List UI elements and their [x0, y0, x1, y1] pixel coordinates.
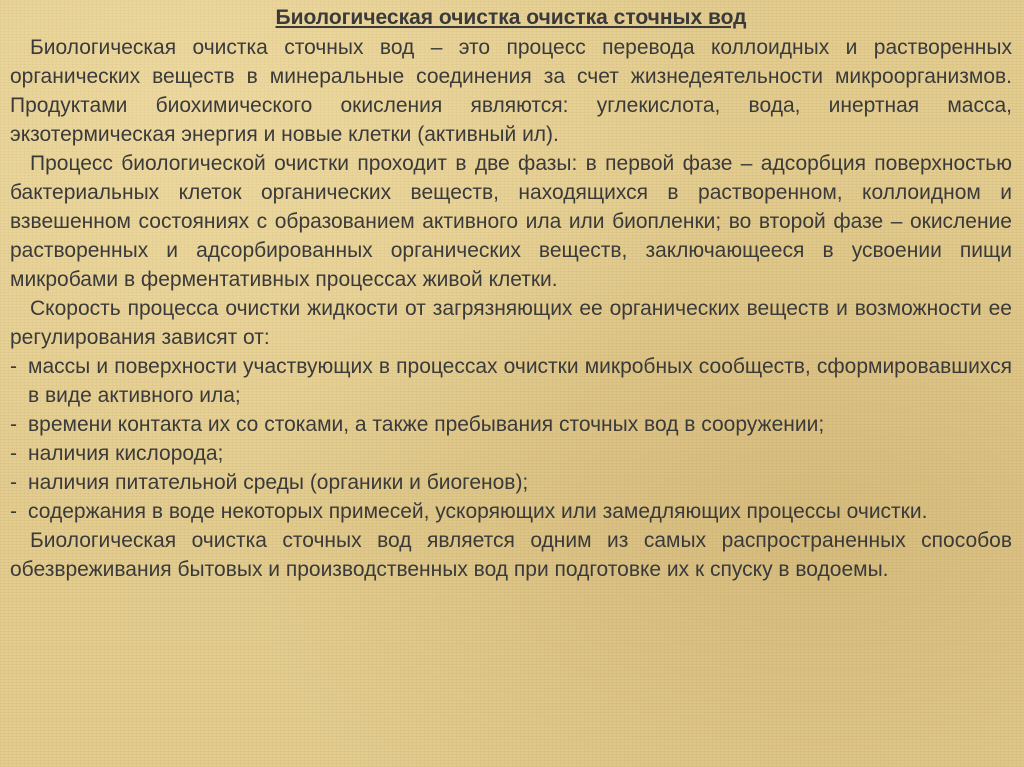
list-item-text: наличия питательной среды (органики и биогенов);: [28, 471, 529, 494]
list-item-text: наличия кислорода;: [28, 442, 224, 465]
paragraph-definition: Биологическая очистка сточных вод – это процесс перевода коллоидных и растворенных органических веществ в минеральные соединения за счет жизнедеятельности микроорганизмов. Продуктами биохимического окисления являются: углекислота, вода, инертная масса, экзотермическая энергия и новые клетки (активный ил).: [10, 36, 1012, 146]
paragraph-factors-intro: Скорость процесса очистки жидкости от загрязняющих ее органических веществ и возможности ее регулирования зависят от:: [10, 297, 1012, 349]
list-item-text: содержания в воде некоторых примесей, ускоряющих или замедляющих процессы очистки.: [28, 500, 928, 523]
list-dash: -: [10, 442, 17, 465]
list-item: [10, 439, 1012, 468]
list-item: [10, 497, 1012, 526]
list-dash: -: [10, 471, 17, 494]
slide-title: Биологическая очистка очистка сточных вод: [275, 6, 747, 29]
list-dash: -: [10, 413, 17, 436]
paragraph-conclusion: Биологическая очистка сточных вод является одним из самых распространенных способов обезвреживания бытовых и производственных вод при подготовке их к спуску в водоемы.: [10, 529, 1012, 581]
list-dash: -: [10, 355, 17, 378]
paragraph-phases: Процесс биологической очистки проходит в две фазы: в первой фазе – адсорбция поверхностью бактериальных клеток органических веществ, находящихся в растворенном, коллоидном и взвешенном состояниях с образованием активного ила или биопленки; во второй фазе – окисление растворенных и адсорбированных органических веществ, заключающееся в усвоении пищи микробами в ферментативных процессах живой клетки.: [10, 152, 1012, 291]
list-item: [10, 410, 1012, 439]
factors-list: [10, 352, 1012, 526]
list-dash: -: [10, 500, 17, 523]
list-item: [10, 352, 1012, 410]
list-item: [10, 468, 1012, 497]
list-item-text: времени контакта их со стоками, а также пребывания сточных вод в сооружении;: [28, 413, 825, 436]
list-item-text: массы и поверхности участвующих в процессах очистки микробных сообществ, сформировавшихся в виде активного ила;: [28, 355, 1012, 407]
